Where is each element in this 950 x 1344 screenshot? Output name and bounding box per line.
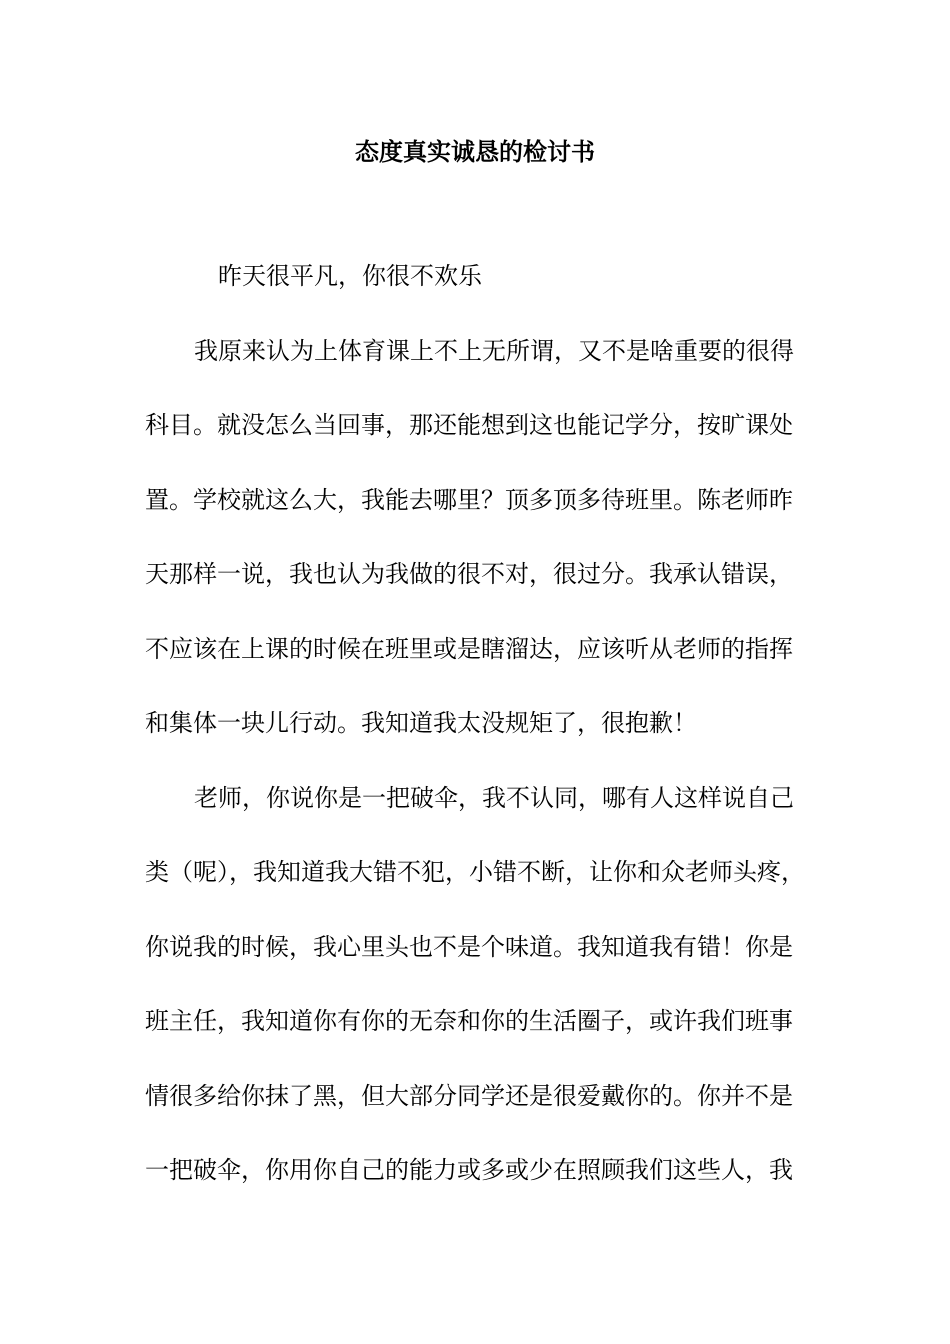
paragraph-line: 情很多给你抹了黑，但大部分同学还是很爱戴你的。你并不是 [145, 1082, 793, 1110]
paragraph-line: 一把破伞，你用你自己的能力或多或少在照顾我们这些人，我 [145, 1156, 793, 1184]
paragraph-line: 我原来认为上体育课上不上无所谓，又不是啥重要的很得 [194, 337, 794, 365]
paragraph-line: 你说我的时候，我心里头也不是个味道。我知道我有错！你是 [145, 933, 793, 961]
paragraph-line: 不应该在上课的时候在班里或是瞎溜达，应该听从老师的指挥 [145, 635, 793, 663]
paragraph-line: 和集体一块儿行动。我知道我太没规矩了，很抱歉！ [145, 709, 697, 737]
paragraph-line: 科目。就没怎么当回事，那还能想到这也能记学分，按旷课处 [145, 411, 793, 439]
paragraph-line: 置。学校就这么大，我能去哪里？顶多顶多待班里。陈老师昨 [145, 486, 793, 514]
paragraph-line: 类（呢），我知道我大错不犯，小错不断，让你和众老师头疼， [145, 858, 805, 886]
paragraph-line: 昨天很平凡，你很不欢乐 [218, 262, 482, 290]
paragraph-line: 天那样一说，我也认为我做的很不对，很过分。我承认错误， [145, 560, 793, 588]
paragraph-line: 班主任，我知道你有你的无奈和你的生活圈子，或许我们班事 [145, 1007, 793, 1035]
paragraph-line: 老师，你说你是一把破伞，我不认同，哪有人这样说自己 [194, 784, 794, 812]
document-title: 态度真实诚恳的检讨书 [355, 137, 595, 166]
